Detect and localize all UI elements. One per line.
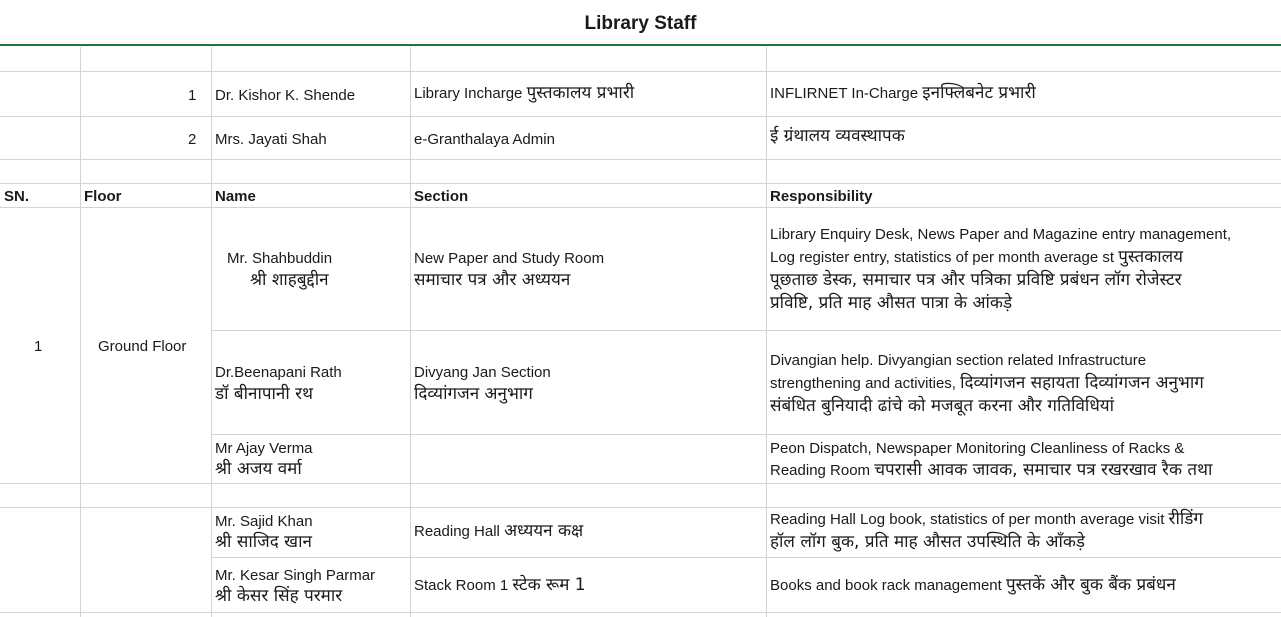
- header-name: Name: [215, 188, 256, 205]
- responsibility-line: [770, 459, 1212, 482]
- responsibility-line: पूछताछ डेस्क, समाचार पत्र और पत्रिका प्रविष्टि प्रबंधन लॉग रोजेस्टर: [770, 270, 1182, 290]
- responsibility-line: प्रविष्टि, प्रति माह औसत पात्रा के आंकड़े: [770, 293, 1013, 313]
- grid-line: [0, 71, 1281, 72]
- responsibility-english: strengthening and activities,: [770, 375, 956, 392]
- top-staff-number: 2: [188, 131, 197, 148]
- responsibility-hindi: रीडिंग: [1168, 509, 1203, 529]
- responsibility-hindi: पुस्तकें और बुक बैंक प्रबंधन: [1005, 575, 1176, 595]
- role-hindi: पुस्तकालय प्रभारी: [526, 83, 635, 103]
- grid-line: [211, 557, 1281, 558]
- grid-line: [0, 116, 1281, 117]
- grid-line: [0, 483, 1281, 484]
- section-hindi: स्टेक रूम 1: [512, 575, 586, 595]
- grid-line: [211, 47, 212, 617]
- header-floor: Floor: [84, 188, 122, 205]
- grid-line: [0, 207, 1281, 208]
- section: [414, 574, 586, 597]
- responsibility-english: Reading Hall Log book, statistics of per month average visit: [770, 511, 1165, 528]
- section-hindi: दिव्यांगजन अनुभाग: [414, 384, 533, 404]
- top-staff-responsibility: ई ग्रंथालय व्यवस्थापक: [770, 126, 905, 146]
- staff-name-hindi: श्री साजिद खान: [215, 532, 312, 552]
- staff-name-english: Mr. Sajid Khan: [215, 513, 313, 530]
- top-staff-number: 1: [188, 87, 197, 104]
- header-sn: SN.: [4, 188, 30, 205]
- section: [414, 520, 583, 543]
- responsibility-line: Divangian help. Divyangian section related Infrastructure: [770, 352, 1147, 369]
- staff-name-hindi: श्री शाहबुद्दीन: [250, 270, 329, 290]
- responsibility-line: [770, 574, 1176, 597]
- responsibility-line: हॉल लॉग बुक, प्रति माह औसत उपस्थिति के आँकड़े: [770, 532, 1085, 552]
- staff-name-english: Mr. Shahbuddin: [227, 250, 333, 267]
- grid-line: [211, 434, 1281, 435]
- staff-name-english: Mr. Kesar Singh Parmar: [215, 567, 376, 584]
- responsibility-english: Books and book rack management: [770, 577, 1002, 594]
- row-sn: 1: [34, 338, 43, 355]
- responsibility-hindi: दिव्यांगजन सहायता दिव्यांगजन अनुभाग: [960, 373, 1204, 393]
- top-staff-name: Mrs. Jayati Shah: [215, 131, 327, 148]
- grid-line: [211, 330, 1281, 331]
- responsibility-hindi: इनफ्लिबनेट प्रभारी: [922, 83, 1036, 103]
- row-floor: Ground Floor: [98, 338, 187, 355]
- section-english: Stack Room 1: [414, 577, 509, 594]
- responsibility-hindi: चपरासी आवक जावक, समाचार पत्र रखरखाव रैक तथा: [874, 460, 1213, 480]
- top-staff-role: [414, 82, 634, 105]
- grid-line: [80, 47, 81, 617]
- responsibility-english: INFLIRNET In-Charge: [770, 85, 919, 102]
- grid-line: [0, 183, 1281, 184]
- responsibility-line: [770, 372, 1204, 395]
- responsibility-line: संबंधित बुनियादी ढांचे को मजबूत करना और गतिविधियां: [770, 396, 1115, 416]
- section-english: Divyang Jan Section: [414, 364, 551, 381]
- staff-name-english: Dr.Beenapani Rath: [215, 364, 342, 381]
- responsibility-line: [770, 508, 1203, 531]
- grid-line: [0, 612, 1281, 613]
- section-hindi: समाचार पत्र और अध्ययन: [414, 270, 571, 290]
- section-english: New Paper and Study Room: [414, 250, 605, 267]
- grid-line: [410, 47, 411, 617]
- role-english: Library Incharge: [414, 85, 523, 102]
- header-responsibility: Responsibility: [770, 188, 873, 205]
- header-section: Section: [414, 188, 469, 205]
- grid-line: [766, 47, 767, 617]
- responsibility-english: Log register entry, statistics of per month average st: [770, 249, 1115, 266]
- staff-name-english: Mr Ajay Verma: [215, 440, 313, 457]
- staff-name-hindi: श्री अजय वर्मा: [215, 459, 302, 479]
- responsibility-line: [770, 246, 1183, 269]
- top-staff-name: Dr. Kishor K. Shende: [215, 87, 356, 104]
- responsibility-line: Library Enquiry Desk, News Paper and Magazine entry management,: [770, 226, 1232, 243]
- top-staff-role: e-Granthalaya Admin: [414, 131, 555, 148]
- section-hindi: अध्ययन कक्ष: [504, 521, 584, 541]
- responsibility-hindi: पुस्तकालय: [1118, 247, 1184, 267]
- responsibility-line: Peon Dispatch, Newspaper Monitoring Cleanliness of Racks &: [770, 440, 1185, 457]
- grid-line: [0, 159, 1281, 160]
- top-staff-responsibility: [770, 82, 1036, 105]
- staff-name-hindi: श्री केसर सिंह परमार: [215, 586, 343, 606]
- section-english: Reading Hall: [414, 523, 500, 540]
- staff-name-hindi: डॉ बीनापानी रथ: [215, 384, 313, 404]
- page-title: Library Staff: [584, 13, 697, 34]
- responsibility-english: Reading Room: [770, 462, 871, 479]
